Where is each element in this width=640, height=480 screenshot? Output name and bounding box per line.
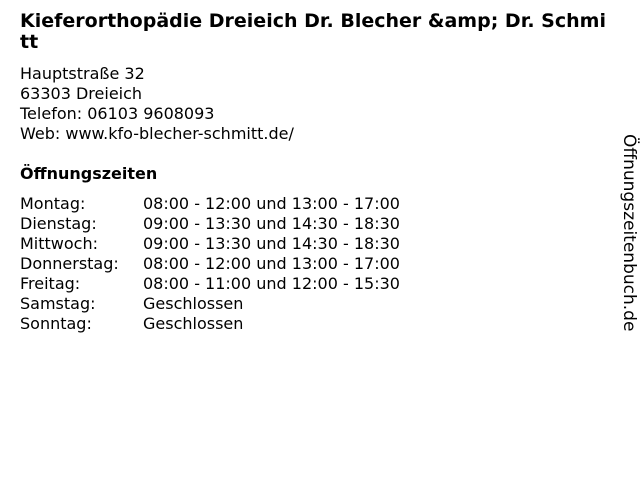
hours-row-wednesday [20, 234, 400, 254]
day-times: 08:00 - 12:00 und 13:00 - 17:00 [143, 194, 400, 213]
day-label: Freitag: [20, 274, 81, 293]
day-label: Montag: [20, 194, 86, 213]
business-name: Kieferorthopädie Dreieich Dr. Blecher &amp; Dr. Schmitt [20, 10, 606, 53]
day-times: 09:00 - 13:30 und 14:30 - 18:30 [143, 214, 400, 233]
site-watermark: Öffnungszeitenbuch.de [619, 134, 639, 332]
address-block [20, 64, 294, 144]
hours-row-sunday [20, 314, 400, 334]
street: Hauptstraße 32 [20, 64, 145, 83]
day-times: 08:00 - 11:00 und 12:00 - 15:30 [143, 274, 400, 293]
hours-row-friday [20, 274, 400, 294]
website: Web: www.kfo-blecher-schmitt.de/ [20, 124, 294, 143]
day-times: 08:00 - 12:00 und 13:00 - 17:00 [143, 254, 400, 273]
hours-row-tuesday [20, 214, 400, 234]
day-label: Samstag: [20, 294, 96, 313]
hours-row-saturday [20, 294, 400, 314]
opening-hours-heading: Öffnungszeiten [20, 164, 158, 183]
day-label: Donnerstag: [20, 254, 119, 273]
day-label: Mittwoch: [20, 234, 98, 253]
hours-row-monday [20, 194, 400, 214]
day-label: Dienstag: [20, 214, 97, 233]
city: 63303 Dreieich [20, 84, 143, 103]
hours-row-thursday [20, 254, 400, 274]
opening-hours-list [20, 194, 400, 334]
day-label: Sonntag: [20, 314, 92, 333]
day-times: Geschlossen [143, 294, 244, 313]
phone: Telefon: 06103 9608093 [20, 104, 215, 123]
day-times: 09:00 - 13:30 und 14:30 - 18:30 [143, 234, 400, 253]
day-times: Geschlossen [143, 314, 244, 333]
